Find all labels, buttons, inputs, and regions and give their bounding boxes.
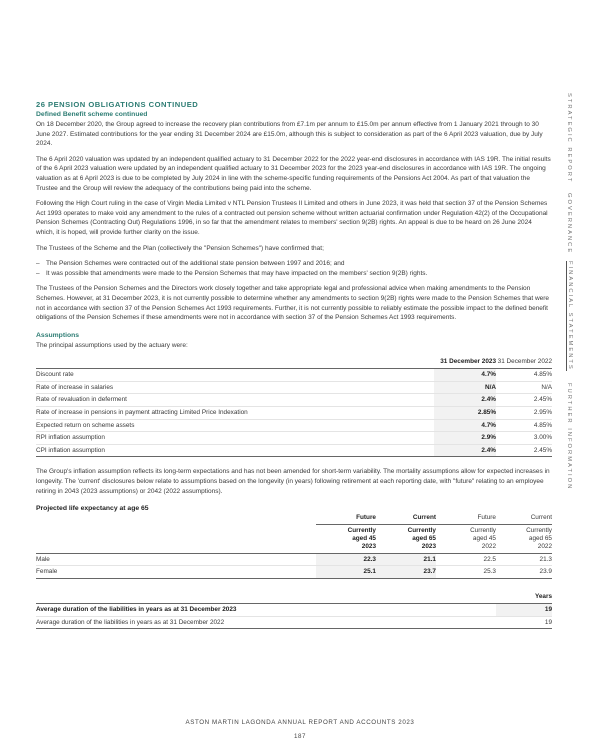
subheader-line: aged 65: [528, 534, 552, 542]
column-subheader: [376, 524, 436, 553]
side-navigation: [566, 93, 578, 493]
assumptions-table: [36, 358, 552, 457]
duration-table: [36, 593, 552, 629]
paragraph: Following the High Court ruling in the case of Virgin Media Limited v NTL Pension Trustees II Limited and others in June 2023, it was held that section 37 of the Pension Schemes Act 1993 operates to make void any amendment to the rules of a contracted out pension scheme without written actuarial confirmation under Regulation 42(2) of the Occupational Pension Schemes (Contracting Out) Regulations 1996, in so far that the amendment relates to members' section 9(2B) rights. An appeal is due to be heard on 26 June 2024 which, it is hoped, will provide further clarity on the issue.: [36, 200, 548, 236]
value-2023: 4.7%: [434, 419, 496, 432]
subheader-line: Currently: [347, 526, 376, 534]
value-2022: 2.95%: [496, 407, 552, 420]
footer-title: ASTON MARTIN LAGONDA ANNUAL REPORT AND ACCOUNTS 2023: [185, 719, 415, 726]
value-2023: 2.9%: [434, 432, 496, 445]
column-header: Current: [496, 514, 552, 525]
assumption-label: Rate of increase in pensions in payment attracting Limited Price Indexation: [36, 407, 434, 420]
assumption-label: Rate of increase in salaries: [36, 381, 434, 394]
assumption-row: [36, 394, 552, 407]
value-2023: 2.4%: [434, 394, 496, 407]
column-header: Future: [436, 514, 496, 525]
assumption-label: Rate of revaluation in deferment: [36, 394, 434, 407]
column-subheader: [316, 524, 376, 553]
column-header-2022: 31 December 2022: [496, 358, 552, 369]
page-number: 187: [293, 733, 307, 740]
value-2023: 2.85%: [434, 407, 496, 420]
section-subtitle: Defined Benefit scheme continued: [36, 111, 148, 118]
column-header: Current: [376, 514, 436, 525]
subheader-line: 2023: [421, 542, 436, 550]
inflation-paragraph: The Group's inflation assumption reflects its long-term expectations and has not been amended for short-term variability. The mortality assumptions allow for expected increases in longevity. The 'current' disclosures below relate to assumptions based on the longevity (in years) following retirement at each reporting date, with "future" relating to an employee retiring in 2043 (2023 assumptions) or 2042 (2022 assumptions).: [36, 468, 550, 495]
duration-value: 19: [496, 616, 552, 629]
subheader-line: Currently: [526, 526, 552, 534]
assumption-label: Discount rate: [36, 369, 434, 382]
value-2022: 4.85%: [496, 369, 552, 382]
paragraph: The 6 April 2020 valuation was updated by an independent qualified actuary to 31 December 2022 for the 2022 year-end disclosures in accordance with IAS 19R. The initial results of the 6 April 2023 valuation were updated by an independent qualified actuary to 31 December 2023 for the 2023 year-end disclosures in accordance with IAS 19R. The ongoing valuation as at 6 April 2023 is due to be completed by July 2024 in line with the scheme-specific funding requirements of the Pensions Act 2004. As part of that valuation the Trustee and the Group will review the adequacy of the contributions being paid into the scheme.: [36, 155, 551, 192]
value-2023: 4.7%: [434, 369, 496, 382]
value-2022: N/A: [496, 381, 552, 394]
assumption-row: [36, 407, 552, 420]
assumption-row: [36, 369, 552, 382]
column-header: Future: [316, 514, 376, 525]
page-content: [36, 100, 552, 629]
value-2022: 3.00%: [496, 432, 552, 445]
assumption-label: Expected return on scheme assets: [36, 419, 434, 432]
subheader-line: Currently: [407, 526, 436, 534]
subheader-line: aged 65: [412, 534, 436, 542]
assumption-row: [36, 381, 552, 394]
assumption-row: [36, 419, 552, 432]
life-expectancy-heading: Projected life expectancy at age 65: [36, 505, 149, 513]
bullet-item: – The Pension Schemes were contracted out of the additional state pension between 1997 and 2016; and: [36, 259, 552, 269]
subheader-line: 2023: [361, 542, 376, 550]
column-header-years: Years: [496, 593, 552, 604]
life-expectancy-value: 23.9: [496, 566, 552, 579]
subheader-line: 2022: [537, 542, 552, 550]
life-expectancy-value: 25.3: [436, 566, 496, 579]
bullet-item: – It was possible that amendments were made to the Pension Schemes that may have impacted on the members' section 9(2B) rights.: [36, 269, 552, 279]
value-2022: 4.85%: [496, 419, 552, 432]
assumption-label: RPI inflation assumption: [36, 432, 434, 445]
assumptions-heading: Assumptions: [36, 331, 80, 339]
nav-financial-statements[interactable]: FINANCIAL STATEMENTS: [567, 261, 573, 371]
paragraph: The Trustees of the Scheme and the Plan (collectively the "Pension Schemes") have confirmed that;: [36, 244, 324, 252]
life-expectancy-value: 21.1: [376, 553, 436, 566]
assumption-row: [36, 444, 552, 457]
value-2022: 2.45%: [496, 444, 552, 457]
subheader-line: Currently: [470, 526, 496, 534]
paragraph: The Trustees of the Pension Schemes and the Directors work closely together and take appropriate legal and professional advice when making amendments to the Pension Schemes. However, at 31 December 2023, it is not currently possible to determine whether any amendments to section 9(2B) rights were made to the Pension Schemes that were not in accordance with section 37 of the Pension Schemes Act 1993 requirements. Further, it is not currently possible to reliably estimate the possible impact to the defined benefit obligations of the Pension Schemes if these amendments were not in accordance with section 37 of the Pension Schemes Act 1993 requirements.: [36, 285, 550, 322]
life-expectancy-value: 23.7: [376, 566, 436, 579]
life-expectancy-table: [36, 514, 552, 579]
life-expectancy-value: 25.1: [316, 566, 376, 579]
row-label: Female: [36, 566, 316, 579]
duration-label: Average duration of the liabilities in years as at 31 December 2022: [36, 616, 496, 629]
life-expectancy-row: [36, 566, 552, 579]
duration-label: Average duration of the liabilities in years as at 31 December 2023: [36, 604, 496, 617]
subheader-line: aged 45: [352, 534, 376, 542]
life-expectancy-value: 22.5: [436, 553, 496, 566]
assumption-row: [36, 432, 552, 445]
assumption-label: CPI inflation assumption: [36, 444, 434, 457]
column-subheader: [496, 524, 552, 553]
nav-strategic-report[interactable]: STRATEGIC REPORT: [566, 93, 572, 184]
row-label: Male: [36, 553, 316, 566]
column-header-2023: 31 December 2023: [434, 358, 496, 369]
value-2023: N/A: [434, 381, 496, 394]
paragraph: On 18 December 2020, the Group agreed to increase the recovery plan contributions from £7.1m per annum to £15.0m per annum effective from 1 January 2021 through to 30 June 2027. Estimated contributions for the year ending 31 December 2024 are £15.0m, although this is subject to consideration as part of the 6 April 2023 valuation, due by July 2024.: [36, 121, 543, 148]
life-expectancy-value: 22.3: [316, 553, 376, 566]
duration-value: 19: [496, 604, 552, 617]
value-2022: 2.45%: [496, 394, 552, 407]
life-expectancy-value: 21.3: [496, 553, 552, 566]
bullet-list: [36, 259, 552, 278]
column-subheader: [436, 524, 496, 553]
nav-governance[interactable]: GOVERNANCE: [566, 193, 572, 255]
subheader-line: aged 45: [472, 534, 496, 542]
section-title: 26 PENSION OBLIGATIONS CONTINUED: [36, 100, 199, 109]
subheader-line: 2022: [481, 542, 496, 550]
value-2023: 2.4%: [434, 444, 496, 457]
life-expectancy-row: [36, 553, 552, 566]
nav-further-information[interactable]: FURTHER INFORMATION: [566, 383, 572, 491]
assumptions-intro: The principal assumptions used by the actuary were:: [36, 341, 188, 349]
